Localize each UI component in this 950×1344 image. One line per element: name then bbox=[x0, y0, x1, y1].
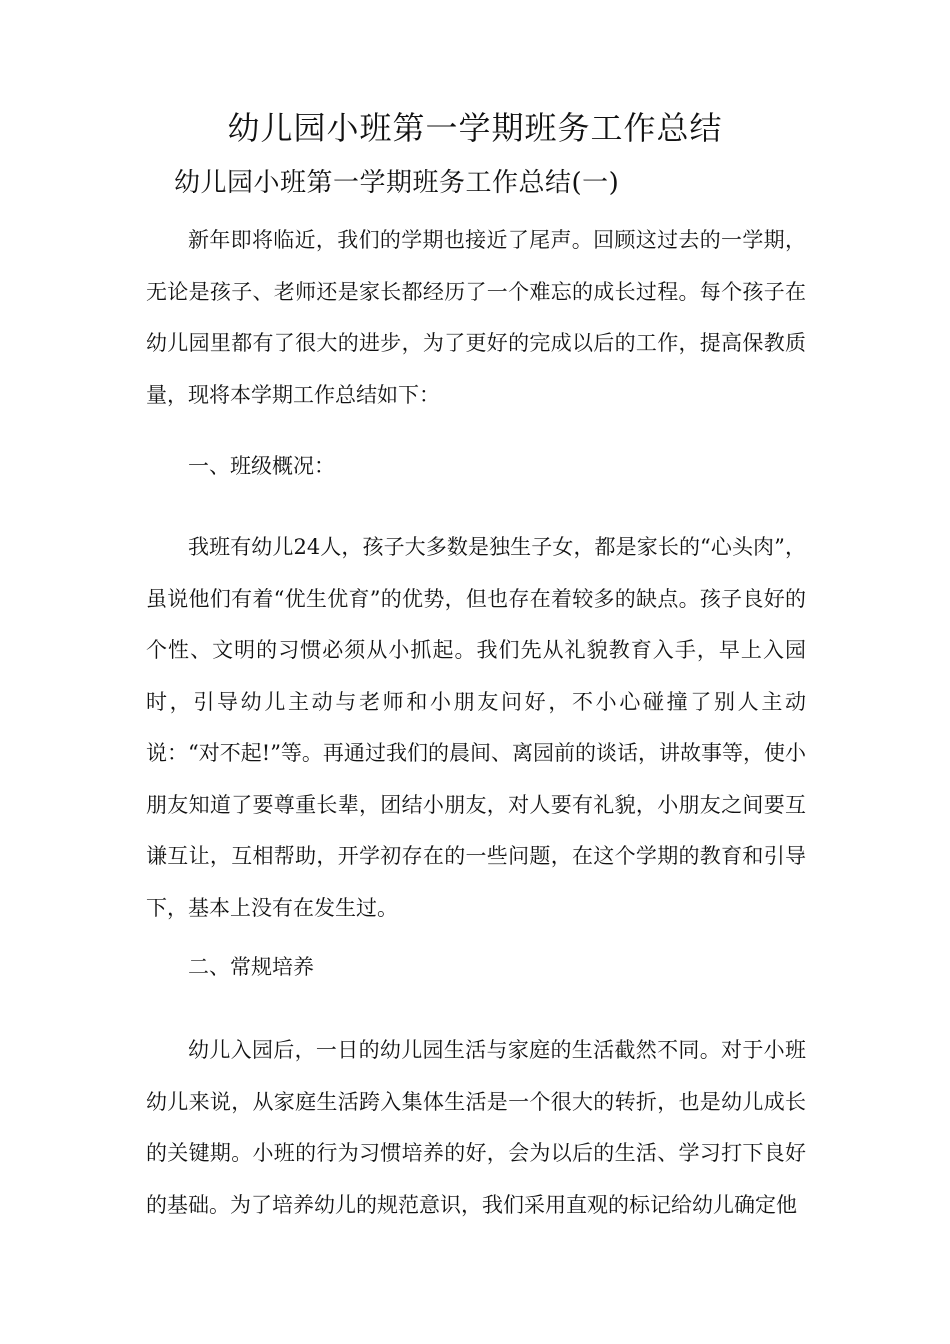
section-heading-routine-training: 二、常规培养 bbox=[188, 955, 314, 979]
document-subtitle: 幼儿园小班第一学期班务工作总结(一) bbox=[174, 168, 620, 198]
section-body-class-overview: 我班有幼儿24人，孩子大多数是独生子女，都是家长的“心头肉”，虽说他们有着“优生优育”的优势，但也存在着较多的缺点。孩子良好的个性、文明的习惯必须从小抓起。我们先从礼貌教育入手，早上入园时，引导幼儿主动与老师和小朋友问好，不小心碰撞了别人主动说：“对不起!”等。再通过我们的晨间、离园前的谈话，讲故事等，使小朋友知道了要尊重长辈，团结小朋友，对人要有礼貌，小朋友之间要互谦互让，互相帮助，开学初存在的一些问题，在这个学期的教育和引导下，基本上没有在发生过。 bbox=[146, 535, 806, 920]
section-body-routine-training: 幼儿入园后，一日的幼儿园生活与家庭的生活截然不同。对于小班幼儿来说，从家庭生活跨入集体生活是一个很大的转折，也是幼儿成长的关键期。小班的行为习惯培养的好，会为以后的生活、学习打下良好的基础。为了培养幼儿的规范意识，我们采用直观的标记给幼儿确定他 bbox=[146, 1038, 806, 1217]
intro-paragraph: 新年即将临近，我们的学期也接近了尾声。回顾这过去的一学期，无论是孩子、老师还是家长都经历了一个难忘的成长过程。每个孩子在幼儿园里都有了很大的进步，为了更好的完成以后的工作，提高保教质量，现将本学期工作总结如下： bbox=[146, 228, 806, 407]
document-title: 幼儿园小班第一学期班务工作总结 bbox=[227, 109, 723, 147]
section-heading-class-overview: 一、班级概况： bbox=[188, 454, 335, 478]
